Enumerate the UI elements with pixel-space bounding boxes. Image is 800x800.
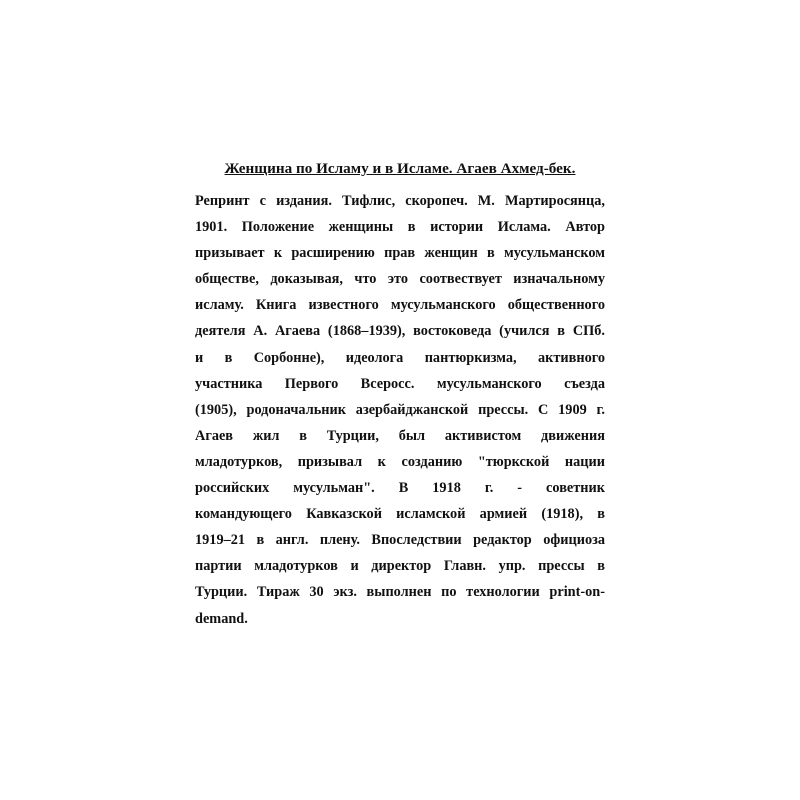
body-line: командующего Кавказской исламской армией (1918), в: [195, 506, 605, 523]
body-line: обществе, доказывая, что это соотвествует изначальному: [195, 271, 605, 288]
body-line: участника Первого Всеросс. мусульманского съезда: [195, 375, 605, 392]
body-line: младотурков, призывал к созданию "тюркской нации: [195, 453, 605, 470]
body-line: деятеля А. Агаева (1868–1939), востоковеда (учился в СПб.: [195, 323, 605, 340]
body-line: demand.: [195, 610, 248, 627]
body-line: Репринт с издания. Тифлис, скоропеч. М. Мартиросянца,: [195, 193, 605, 209]
body-line: (1905), родоначальник азербайджанской прессы. С 1909 г.: [195, 401, 605, 418]
document-body: [195, 188, 605, 632]
body-line: и в Сорбонне), идеолога пантюркизма, активного: [195, 349, 605, 366]
body-line: российских мусульман". В 1918 г. - советник: [195, 480, 605, 497]
body-line: Турции. Тираж 30 экз. выполнен по технологии print-on-: [195, 584, 605, 601]
body-line: партии младотурков и директор Главн. упр. прессы в: [195, 558, 605, 575]
body-line: исламу. Книга известного мусульманского общественного: [195, 297, 605, 314]
body-line: 1919–21 в англ. плену. Впоследствии редактор официоза: [195, 532, 605, 549]
body-line: Агаев жил в Турции, был активистом движения: [195, 427, 605, 444]
document-page: [195, 155, 605, 632]
document-title: Женщина по Исламу и в Исламе. Агаев Ахмед-бек.: [224, 160, 576, 177]
body-line: 1901. Положение женщины в истории Ислама. Автор: [195, 219, 605, 236]
body-line: призывает к расширению прав женщин в мусульманском: [195, 245, 605, 262]
